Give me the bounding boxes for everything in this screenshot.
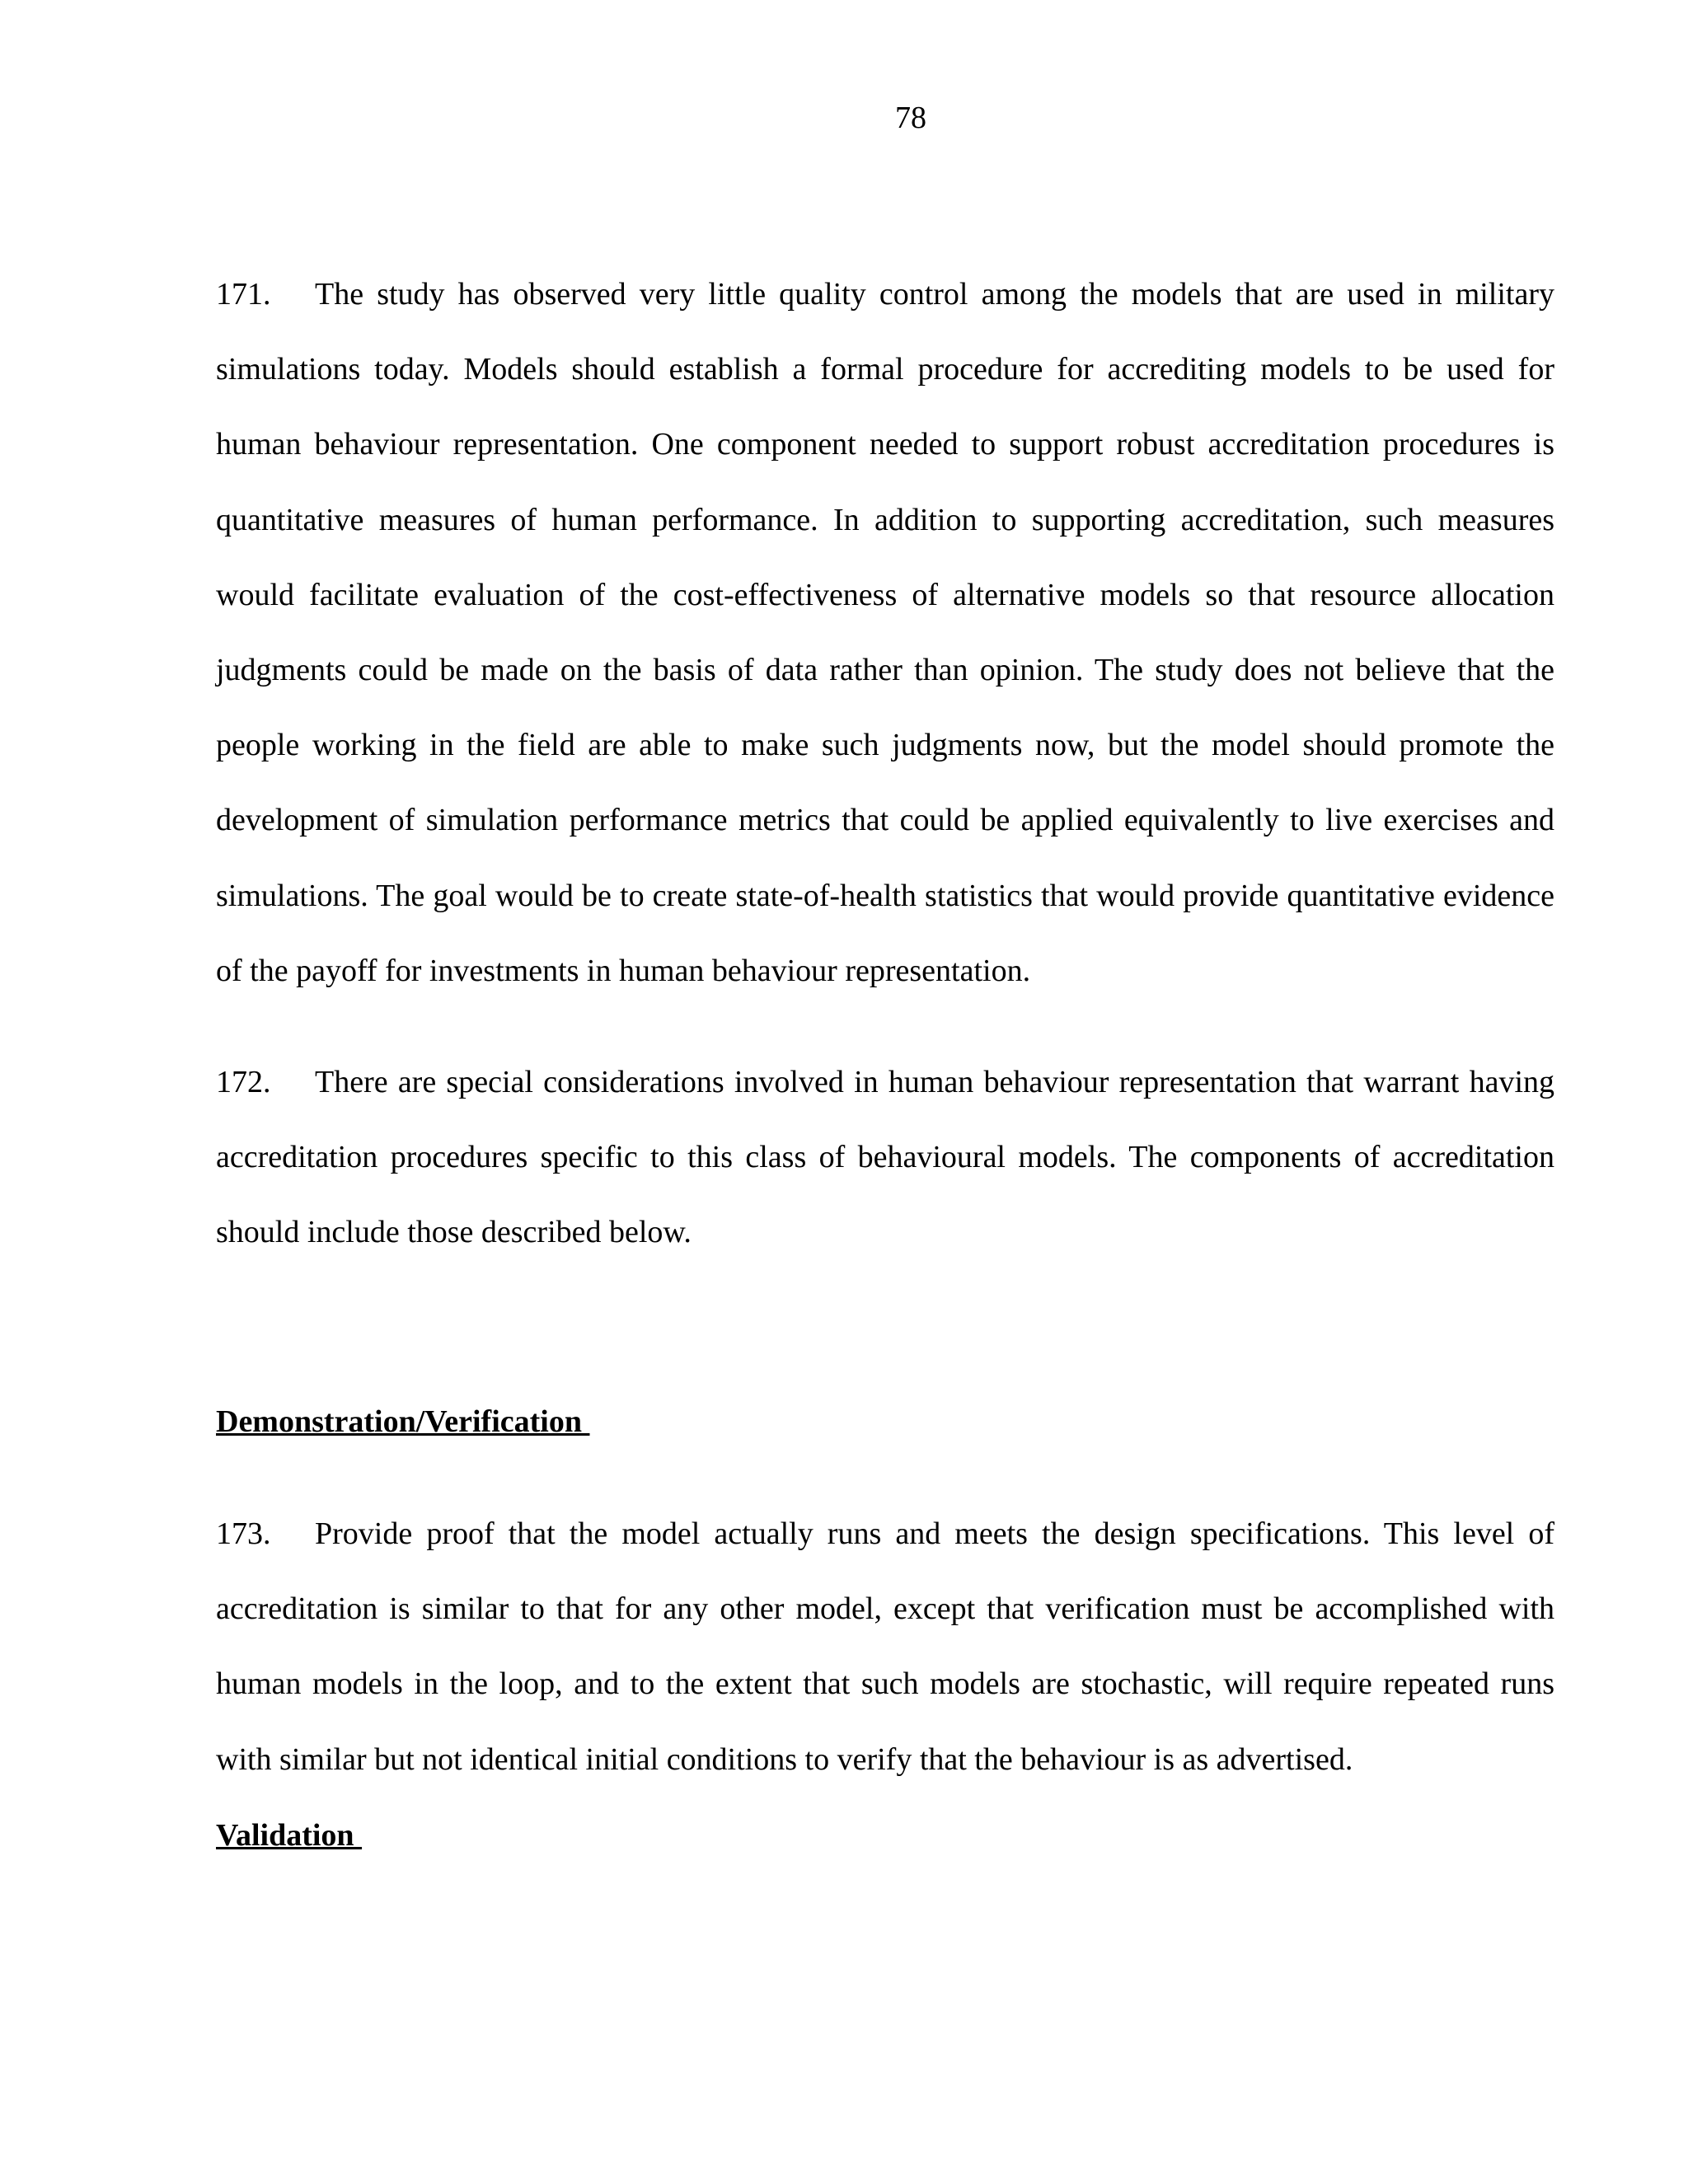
paragraph-text: Provide proof that the model actually runs and meets the design specifications. This level of accreditation is similar to that for any other model, except that verification must be accomplished with human models in the loop, and to the extent that such models are stochastic, will require repeated runs with similar but not identical initial conditions to verify that the behaviour is as advertised. [216, 1516, 1554, 1777]
paragraph-173 [216, 1497, 1554, 1797]
paragraph-number: 173. [216, 1516, 271, 1551]
section-heading-demonstration-verification: Demonstration/Verification [216, 1404, 590, 1439]
page-number: 78 [895, 101, 926, 135]
paragraph-text: There are special considerations involved in human behaviour representation that warrant having accreditation procedures specific to this class of behavioural models. The components of accreditation should include those described below. [216, 1065, 1554, 1250]
paragraph-number: 172. [216, 1065, 271, 1099]
paragraph-number: 171. [216, 277, 271, 312]
paragraph-171 [216, 257, 1554, 1009]
section-heading-validation: Validation [216, 1818, 363, 1853]
paragraph-text: The study has observed very little quality control among the models that are used in military simulations today. Models should establish a formal procedure for accrediting models to be used for human behaviour representation. One component needed to support robust accreditation procedures is quantitative measures of human performance. In addition to supporting accreditation, such measures would facilitate evaluation of the cost-effectiveness of alternative models so that resource allocation judgments could be made on the basis of data rather than opinion. The study does not believe that the people working in the field are able to make such judgments now, but the model should promote the development of simulation performance metrics that could be applied equivalently to live exercises and simulations. The goal would be to create state-of-health statistics that would provide quantitative evidence of the payoff for investments in human behaviour representation. [216, 277, 1554, 988]
paragraph-172 [216, 1045, 1554, 1271]
